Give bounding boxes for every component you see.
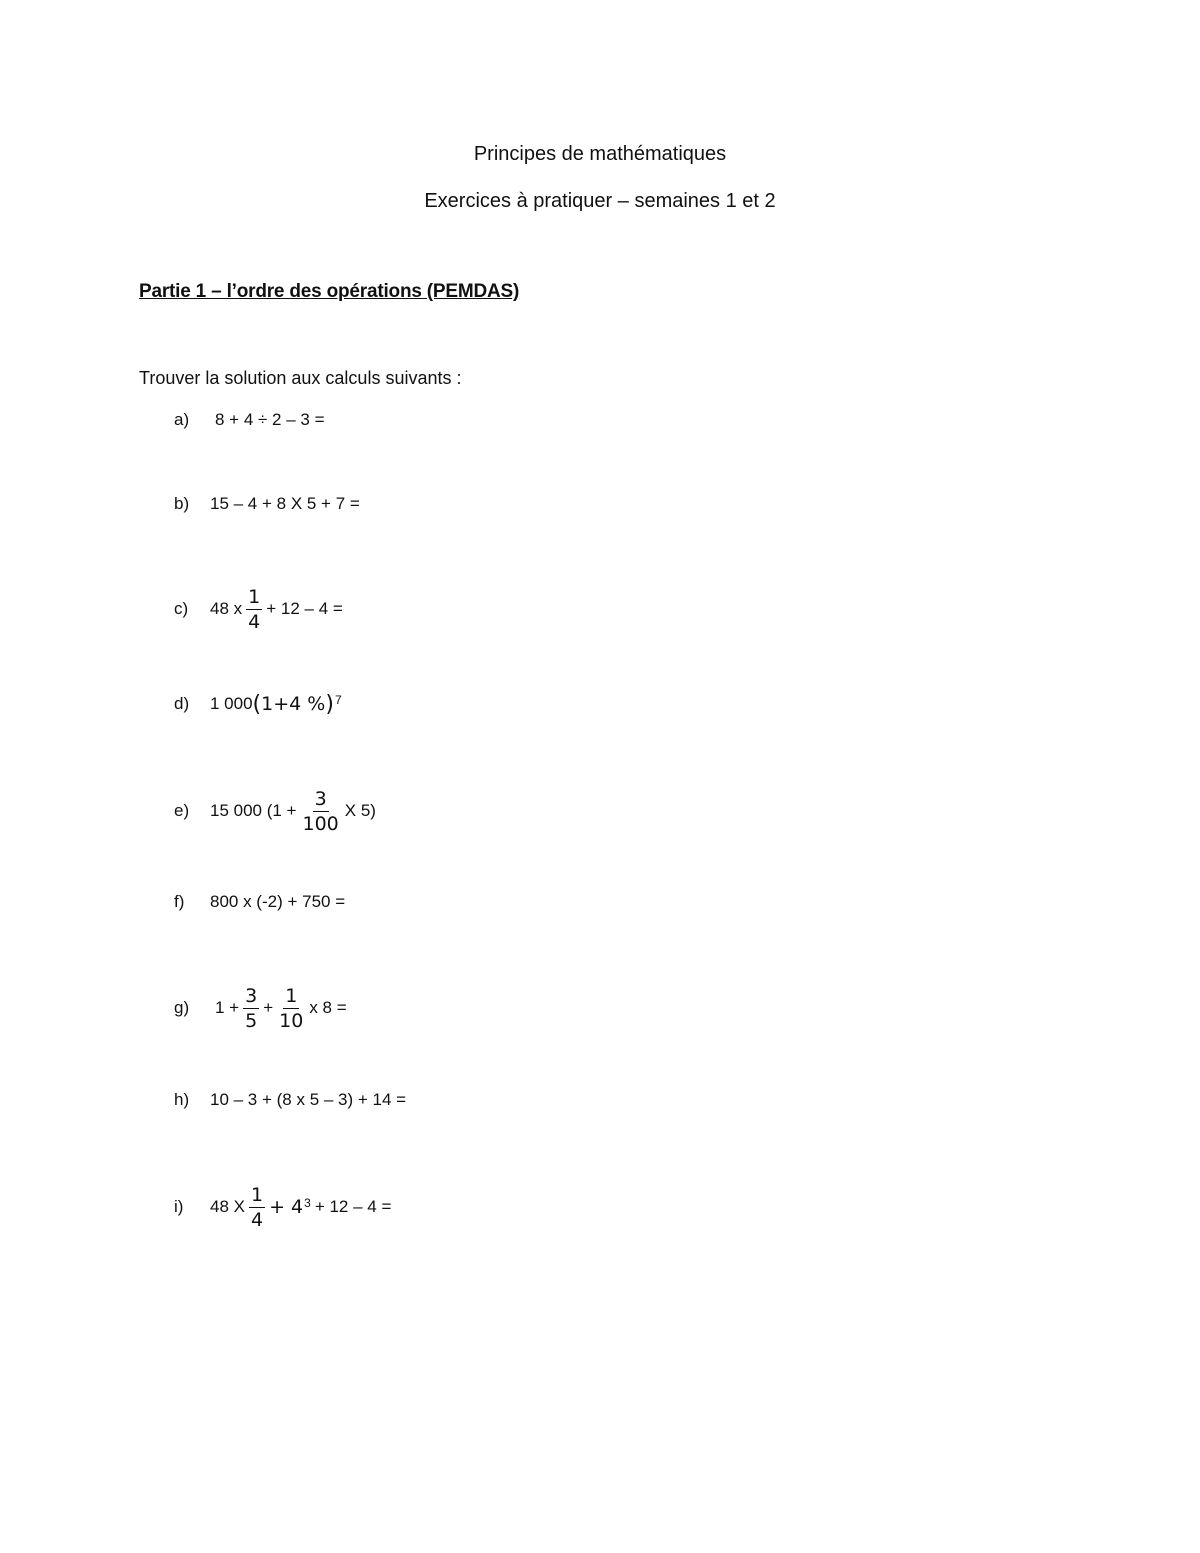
close-parenthesis: ) — [325, 691, 334, 717]
exercise-a — [174, 400, 325, 440]
exercise-expression — [210, 1184, 391, 1231]
expression-text: 15 – 4 + 8 X 5 + 7 = — [210, 494, 360, 513]
fraction-numerator: 3 — [314, 787, 327, 810]
document-subtitle: Exercices à pratiquer – semaines 1 et 2 — [424, 190, 776, 212]
exercise-label: e) — [174, 801, 190, 820]
fraction-denominator: 100 — [302, 812, 339, 835]
fraction — [243, 985, 259, 1032]
expression-text: X 5) — [344, 801, 376, 820]
expression-text: + 12 – 4 = — [266, 599, 343, 618]
exercise-label: i) — [174, 1197, 184, 1216]
expression-text: 1 + — [215, 998, 240, 1017]
expression-text: x 8 = — [309, 998, 347, 1017]
exercise-b — [174, 484, 360, 524]
exercise-expression — [210, 1090, 406, 1110]
expression-text: 8 + 4 ÷ 2 – 3 = — [215, 410, 325, 429]
fraction-numerator: 1 — [248, 585, 261, 608]
fraction-denominator: 10 — [279, 1009, 304, 1032]
section-heading: Partie 1 – l’ordre des opérations (PEMDAS) — [139, 281, 520, 302]
exercise-expression — [210, 494, 360, 514]
expression-text: 10 – 3 + (8 x 5 – 3) + 14 = — [210, 1090, 407, 1109]
document-title: Principes de mathématiques — [473, 143, 727, 165]
expression-inner: 1+4 % — [261, 693, 326, 715]
fraction — [301, 788, 341, 835]
open-parenthesis: ( — [252, 691, 262, 717]
fraction-numerator: 1 — [285, 984, 298, 1007]
exercise-label: b) — [174, 494, 190, 513]
exercise-label: f) — [174, 892, 185, 911]
fraction-numerator: 3 — [245, 984, 258, 1007]
exercise-expression — [210, 985, 347, 1032]
exercise-c — [174, 582, 343, 636]
fraction — [249, 1184, 265, 1231]
exercise-expression — [210, 892, 345, 912]
expression-text: + — [263, 998, 274, 1017]
expression-text: 48 x — [210, 599, 243, 618]
exercise-expression — [210, 788, 376, 835]
exercise-label: g) — [174, 998, 190, 1017]
exponent: 7 — [334, 693, 342, 707]
expression-text: 48 X — [210, 1197, 245, 1216]
instruction-text: Trouver la solution aux calculs suivants : — [139, 368, 462, 388]
fraction-denominator: 4 — [248, 610, 261, 633]
expression-text: 800 x (-2) + 750 = — [210, 892, 346, 911]
exercise-h — [174, 1080, 406, 1120]
expression-text: 1 000 — [210, 694, 253, 713]
exercise-label: c) — [174, 599, 189, 618]
expression-text: + 4 — [269, 1196, 304, 1218]
exercise-d — [174, 684, 342, 724]
expression-text: + 12 – 4 = — [314, 1197, 392, 1216]
exercise-label: a) — [174, 410, 190, 429]
exercise-f — [174, 882, 345, 922]
exercise-expression — [210, 692, 342, 717]
fraction-denominator: 4 — [250, 1208, 264, 1231]
exercise-expression — [210, 586, 343, 633]
exercise-label: h) — [174, 1090, 190, 1109]
expression-text: 15 000 (1 + — [210, 801, 297, 820]
fraction-denominator: 5 — [245, 1009, 258, 1032]
exercise-e — [174, 784, 376, 838]
fraction — [246, 586, 262, 633]
exercise-label: d) — [174, 694, 190, 713]
exercise-i — [174, 1180, 391, 1234]
fraction — [277, 985, 305, 1032]
exercise-expression — [210, 410, 325, 430]
exponent: 3 — [304, 1196, 311, 1210]
exercise-g — [174, 981, 347, 1035]
fraction-numerator: 1 — [250, 1183, 264, 1206]
